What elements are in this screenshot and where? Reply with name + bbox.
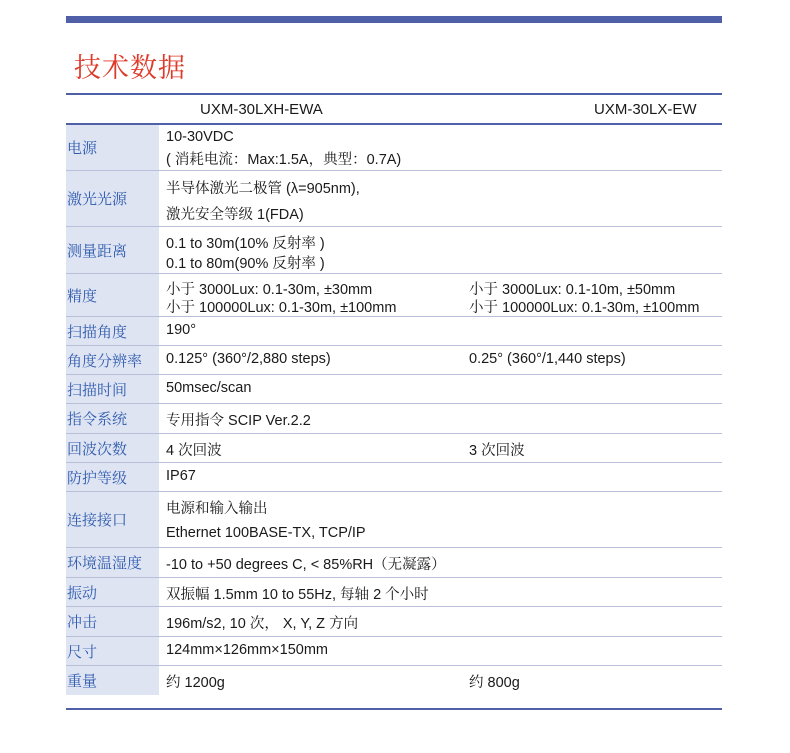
column-header-uxm-30lxh-ewa: UXM-30LXH-EWA — [200, 101, 323, 118]
value-cell-uxm-30lxh-ewa — [166, 317, 466, 345]
value-cell-uxm-30lx-ew — [469, 317, 722, 345]
row-label: 重量 — [66, 666, 159, 695]
value-cell-uxm-30lxh-ewa — [166, 125, 466, 170]
table-row — [66, 548, 722, 578]
value-line: 约 1200g — [166, 675, 225, 691]
value-line: 124mm×126mm×150mm — [166, 642, 328, 658]
value-line: 10-30VDC — [166, 129, 234, 145]
value-line: 0.25° (360°/1,440 steps) — [469, 351, 626, 367]
value-line: 小于 3000Lux: 0.1-10m, ±50mm — [469, 282, 676, 298]
row-label: 测量距离 — [66, 227, 159, 273]
table-header — [66, 95, 722, 123]
table-row — [66, 274, 722, 317]
value-line: 专用指令 SCIP Ver.2.2 — [166, 413, 311, 429]
row-label: 环境温湿度 — [66, 548, 159, 577]
value-cell-uxm-30lx-ew — [469, 434, 722, 462]
table-row — [66, 227, 722, 274]
value-line: 196m/s2, 10 次， X, Y, Z 方向 — [166, 616, 359, 632]
value-line: 0.1 to 80m(90% 反射率 ) — [166, 256, 325, 272]
value-line: 50msec/scan — [166, 380, 252, 396]
row-label: 冲击 — [66, 607, 159, 636]
value-cell-uxm-30lx-ew — [469, 492, 722, 547]
row-label: 角度分辨率 — [66, 346, 159, 374]
value-cell-uxm-30lxh-ewa — [166, 227, 466, 273]
row-label: 防护等级 — [66, 463, 159, 491]
value-cell-uxm-30lx-ew — [469, 274, 722, 316]
table-row — [66, 346, 722, 375]
value-line: 小于 100000Lux: 0.1-30m, ±100mm — [166, 300, 397, 316]
value-cell-uxm-30lx-ew — [469, 548, 722, 577]
value-line: -10 to +50 degrees C, < 85%RH（无凝露） — [166, 557, 446, 573]
row-label: 连接接口 — [66, 492, 159, 547]
value-cell-uxm-30lxh-ewa — [166, 492, 466, 547]
value-cell-uxm-30lx-ew — [469, 463, 722, 491]
table-row — [66, 125, 722, 171]
value-cell-uxm-30lx-ew — [469, 125, 722, 170]
row-label: 回波次数 — [66, 434, 159, 462]
table-row — [66, 578, 722, 607]
table-row — [66, 637, 722, 666]
table-row — [66, 492, 722, 548]
row-label: 尺寸 — [66, 637, 159, 665]
table-row — [66, 171, 722, 227]
table-bottom-rule — [66, 708, 722, 710]
value-cell-uxm-30lxh-ewa — [166, 434, 466, 462]
top-accent-bar — [66, 16, 722, 23]
value-cell-uxm-30lxh-ewa — [166, 274, 466, 316]
row-label: 指令系统 — [66, 404, 159, 433]
value-line: 双振幅 1.5mm 10 to 55Hz, 每轴 2 个小时 — [166, 587, 429, 603]
spec-table — [66, 125, 722, 695]
value-cell-uxm-30lx-ew — [469, 346, 722, 374]
row-label: 电源 — [66, 125, 159, 170]
value-cell-uxm-30lx-ew — [469, 171, 722, 226]
value-cell-uxm-30lxh-ewa — [166, 607, 466, 636]
value-cell-uxm-30lx-ew — [469, 607, 722, 636]
column-header-uxm-30lx-ew: UXM-30LX-EW — [594, 101, 697, 118]
table-row — [66, 375, 722, 404]
value-cell-uxm-30lxh-ewa — [166, 548, 466, 577]
value-line: 3 次回波 — [469, 443, 525, 459]
value-line: 0.1 to 30m(10% 反射率 ) — [166, 236, 325, 252]
value-cell-uxm-30lxh-ewa — [166, 463, 466, 491]
value-cell-uxm-30lxh-ewa — [166, 375, 466, 403]
value-line: ( 消耗电流：Max:1.5A，典型：0.7A) — [166, 152, 402, 168]
value-cell-uxm-30lxh-ewa — [166, 404, 466, 433]
table-row — [66, 607, 722, 637]
value-cell-uxm-30lxh-ewa — [166, 637, 466, 665]
value-line: IP67 — [166, 468, 196, 484]
table-row — [66, 434, 722, 463]
table-row — [66, 404, 722, 434]
value-line: Ethernet 100BASE-TX, TCP/IP — [166, 525, 366, 541]
value-cell-uxm-30lx-ew — [469, 404, 722, 433]
page-title: 技术数据 — [74, 53, 186, 84]
value-cell-uxm-30lx-ew — [469, 578, 722, 606]
table-row — [66, 463, 722, 492]
value-line: 190° — [166, 322, 196, 338]
value-cell-uxm-30lxh-ewa — [166, 346, 466, 374]
value-line: 半导体激光二极管 (λ=905nm), — [166, 181, 360, 197]
value-cell-uxm-30lx-ew — [469, 227, 722, 273]
value-line: 电源和输入输出 — [166, 501, 268, 517]
row-label: 扫描时间 — [66, 375, 159, 403]
table-row — [66, 666, 722, 695]
value-cell-uxm-30lx-ew — [469, 375, 722, 403]
value-line: 激光安全等级 1(FDA) — [166, 207, 304, 223]
row-label: 振动 — [66, 578, 159, 606]
row-label: 激光光源 — [66, 171, 159, 226]
value-cell-uxm-30lxh-ewa — [166, 666, 466, 695]
value-cell-uxm-30lx-ew — [469, 666, 722, 695]
row-label: 精度 — [66, 274, 159, 316]
table-row — [66, 317, 722, 346]
row-label: 扫描角度 — [66, 317, 159, 345]
value-cell-uxm-30lxh-ewa — [166, 171, 466, 226]
value-line: 约 800g — [469, 675, 520, 691]
value-line: 4 次回波 — [166, 443, 222, 459]
value-cell-uxm-30lx-ew — [469, 637, 722, 665]
value-line: 小于 3000Lux: 0.1-30m, ±30mm — [166, 282, 373, 298]
value-line: 0.125° (360°/2,880 steps) — [166, 351, 331, 367]
value-cell-uxm-30lxh-ewa — [166, 578, 466, 606]
value-line: 小于 100000Lux: 0.1-30m, ±100mm — [469, 300, 700, 316]
